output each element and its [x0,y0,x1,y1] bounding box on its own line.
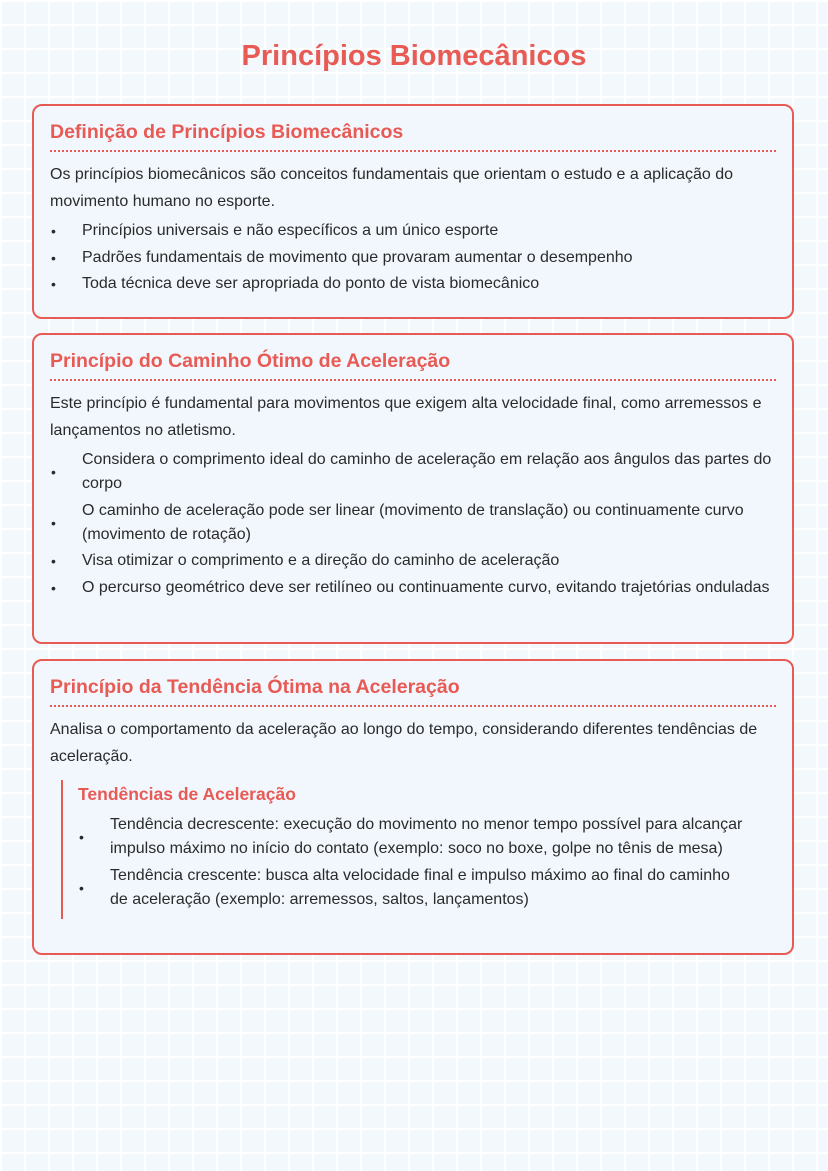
list-item-text: Princípios universais e não específicos a um único esporte [82,222,499,239]
subsection-title: Tendências de Aceleração [78,784,296,804]
list-item [50,576,776,600]
bullet-icon: • [51,249,56,266]
list-item-text: Toda técnica deve ser apropriada do ponto de vista biomecânico [82,275,540,292]
subsection-acceleration-trends [61,780,776,919]
list-item-text: Considera o comprimento ideal do caminho de aceleração em relação aos ângulos das partes do corpo [82,451,772,492]
bullet-icon: • [51,276,56,292]
section-card-optimal-trend [32,659,794,955]
bullet-icon: • [79,829,84,845]
section-card-optimal-path [32,333,794,644]
list-item [50,272,776,296]
list-item-text: Padrões fundamentais de movimento que provaram aumentar o desempenho [82,248,633,266]
list-item [50,219,776,243]
list-item [50,448,776,496]
section-intro: Analisa o comportamento da aceleração ao longo do tempo, considerando diferentes tendências de aceleração. [50,721,758,765]
list-item [50,499,776,547]
bullet-icon: • [79,880,84,896]
bullet-icon: • [51,464,56,480]
bullet-list [50,219,776,296]
section-card-definition [32,104,794,319]
section-intro: Os princípios biomecânicos são conceitos fundamentais que orientam o estudo e a aplicação do movimento humano no esporte. [50,166,734,210]
list-item-text: O percurso geométrico deve ser retilíneo ou continuamente curvo, evitando trajetórias onduladas [82,578,770,596]
bullet-icon: • [51,553,56,569]
list-item-text: O caminho de aceleração pode ser linear (movimento de translação) ou continuamente curvo (movimento de rotação) [82,501,744,543]
list-item-text: Tendência decrescente: execução do movimento no menor tempo possível para alcançar impulso máximo no início do contato (exemplo: soco no boxe, golpe no tênis de mesa) [110,816,743,857]
section-title: Princípio da Tendência Ótima na Aceleração [50,676,776,707]
bullet-list [78,813,776,912]
section-title: Princípio do Caminho Ótimo de Aceleração [50,350,776,381]
list-item [50,549,776,573]
page-title: Princípios Biomecânicos [241,40,587,72]
bullet-icon: • [51,514,56,531]
bullet-icon: • [51,579,56,596]
section-title: Definição de Princípios Biomecânicos [50,121,776,152]
list-item-text: Tendência crescente: busca alta velocidade final e impulso máximo ao final do caminho de aceleração (exemplo: arremessos, saltos, lançamentos) [110,867,730,908]
list-item-text: Visa otimizar o comprimento e a direção do caminho de aceleração [82,552,560,569]
list-item [50,246,776,270]
bullet-icon: • [51,223,56,239]
list-item [78,864,746,912]
bullet-list [50,448,776,600]
list-item [78,813,746,861]
section-intro: Este princípio é fundamental para movimentos que exigem alta velocidade final, como arremessos e lançamentos no atletismo. [50,395,762,439]
